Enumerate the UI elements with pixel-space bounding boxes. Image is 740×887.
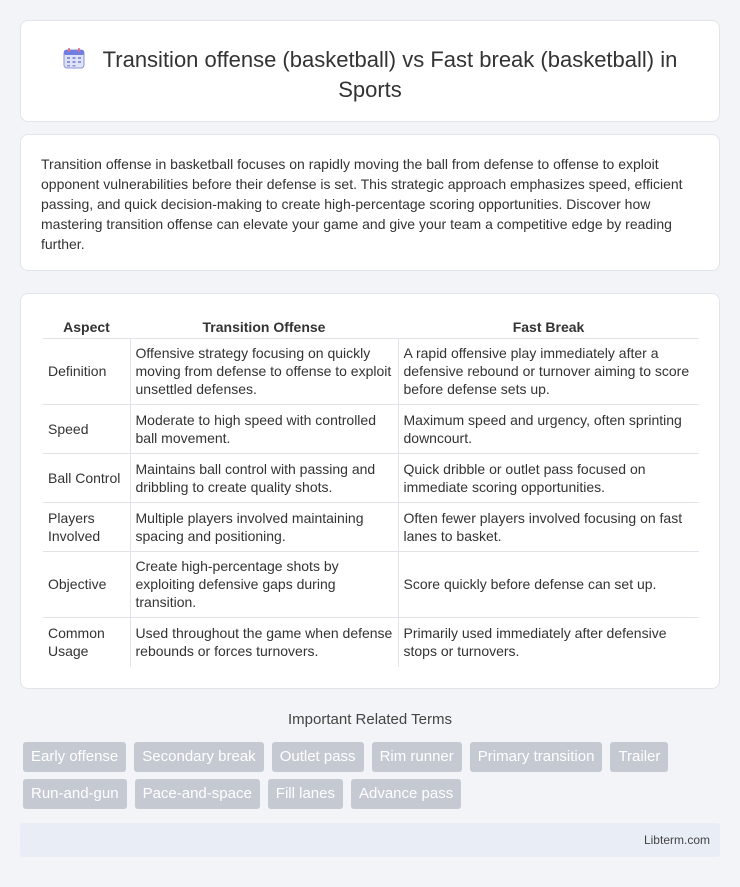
aspect-cell: Objective	[43, 552, 130, 618]
table-row	[43, 405, 699, 454]
transition-offense-cell: Moderate to high speed with controlled ball movement.	[130, 405, 398, 454]
related-term-tag[interactable]: Outlet pass	[272, 742, 364, 772]
comparison-table	[43, 316, 699, 667]
fast-break-cell: Maximum speed and urgency, often sprinting downcourt.	[398, 405, 699, 454]
comparison-table-card	[20, 293, 720, 689]
transition-offense-cell: Offensive strategy focusing on quickly moving from defense to offense to exploit unsettled defenses.	[130, 339, 398, 405]
transition-offense-cell: Used throughout the game when defense rebounds or forces turnovers.	[130, 618, 398, 667]
intro-paragraph: Transition offense in basketball focuses on rapidly moving the ball from defense to offense to exploit opponent vulnerabilities before their defense is set. This strategic approach emphasizes speed, efficient passing, and quick decision-making to create high-percentage scoring opportunities. Discover how mastering transition offense can elevate your game and give your team a competitive edge by reading further.	[41, 156, 683, 252]
related-term-tag[interactable]: Advance pass	[351, 779, 461, 809]
table-row	[43, 618, 699, 667]
intro-card	[20, 134, 720, 271]
header-transition-offense: Transition Offense	[130, 316, 398, 339]
page-title	[41, 45, 699, 105]
fast-break-cell: Primarily used immediately after defensive stops or turnovers.	[403, 624, 667, 659]
table-header-row	[43, 316, 699, 339]
aspect-cell: Speed	[43, 405, 130, 454]
fast-break-cell: Often fewer players involved focusing on fast lanes to basket.	[398, 503, 699, 552]
transition-offense-cell: Multiple players involved maintaining spacing and positioning.	[130, 503, 398, 552]
table-row	[43, 339, 699, 405]
aspect-cell: Definition	[43, 339, 130, 405]
transition-offense-cell: Create high-percentage shots by exploiting defensive gaps during transition.	[130, 552, 398, 618]
calendar-icon	[63, 47, 85, 69]
related-term-tag[interactable]: Primary transition	[470, 742, 603, 772]
aspect-cell: Ball Control	[43, 454, 130, 503]
transition-offense-cell: Maintains ball control with passing and dribbling to create quality shots.	[130, 454, 398, 503]
related-terms-list	[23, 742, 713, 809]
related-term-tag[interactable]: Early offense	[23, 742, 126, 772]
header-aspect: Aspect	[43, 316, 130, 339]
table-row	[43, 552, 699, 618]
fast-break-cell: Score quickly before defense can set up.	[398, 552, 699, 618]
related-terms-heading: Important Related Terms	[288, 711, 452, 728]
aspect-cell: Common Usage	[43, 618, 130, 667]
related-term-tag[interactable]: Trailer	[610, 742, 668, 772]
fast-break-cell: Quick dribble or outlet pass focused on immediate scoring opportunities.	[398, 454, 699, 503]
title-card	[20, 20, 720, 122]
table-row	[43, 503, 699, 552]
header-fast-break: Fast Break	[398, 316, 699, 339]
related-term-tag[interactable]: Pace-and-space	[135, 779, 260, 809]
related-term-tag[interactable]: Secondary break	[134, 742, 263, 772]
related-term-tag[interactable]: Run-and-gun	[23, 779, 127, 809]
aspect-cell: Players Involved	[43, 503, 130, 552]
footer-brand-link[interactable]: Libterm.com	[643, 833, 710, 847]
related-term-tag[interactable]: Fill lanes	[268, 779, 343, 809]
footer	[20, 823, 720, 857]
fast-break-cell: A rapid offensive play immediately after a defensive rebound or turnover aiming to score before defense sets up.	[398, 339, 699, 405]
page-title-text: Transition offense (basketball) vs Fast break (basketball) in Sports	[102, 47, 678, 102]
table-row	[43, 454, 699, 503]
related-term-tag[interactable]: Rim runner	[372, 742, 462, 772]
